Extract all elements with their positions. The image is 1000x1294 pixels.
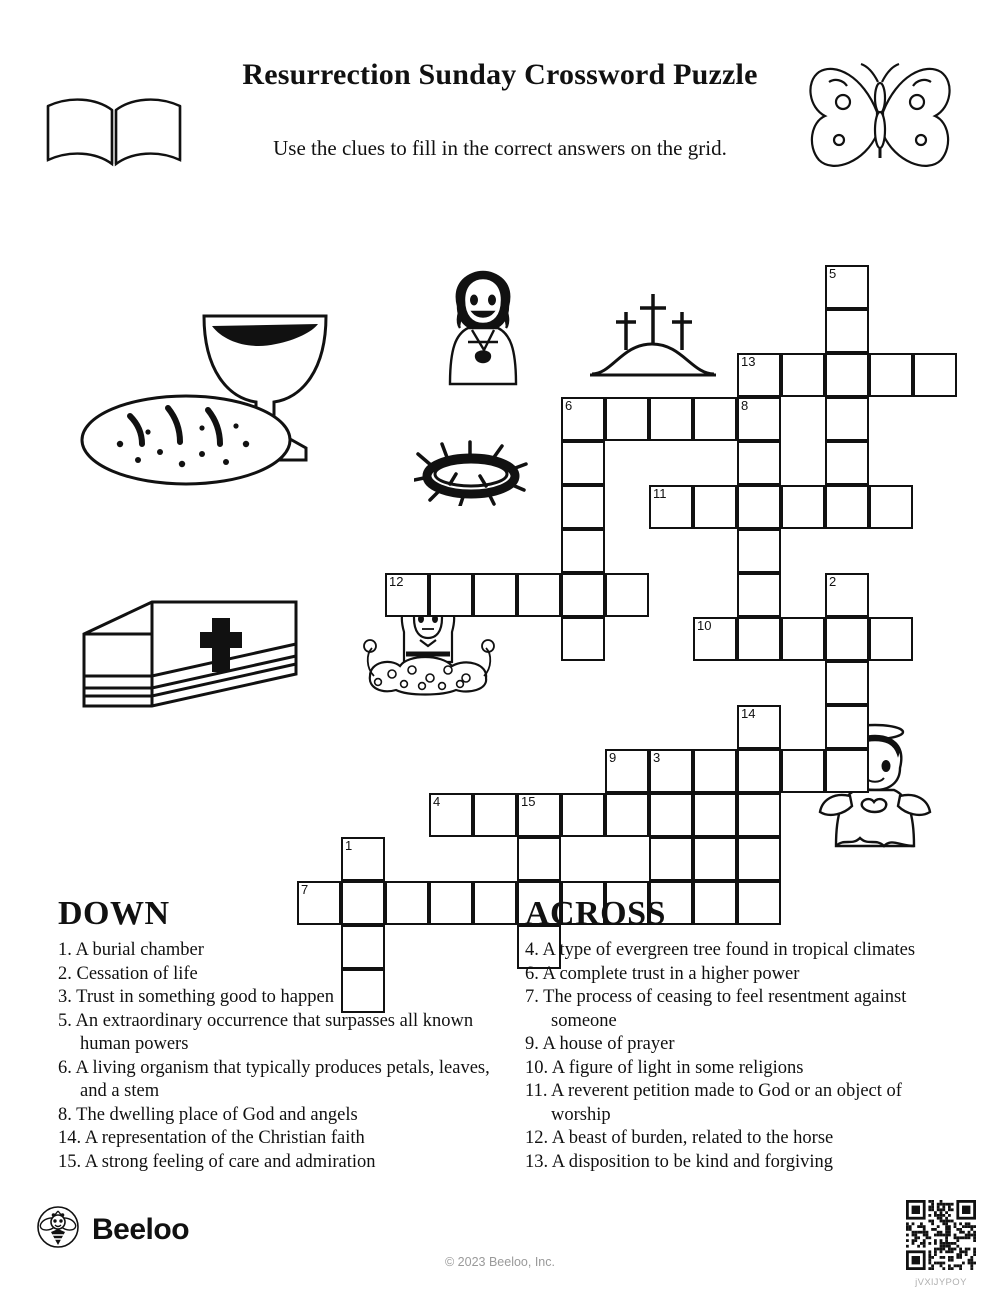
jesus-icon xyxy=(438,270,528,393)
grid-cell-13[interactable] xyxy=(737,353,781,397)
grid-cell[interactable] xyxy=(693,749,737,793)
grid-cell[interactable] xyxy=(781,353,825,397)
bible-book-icon xyxy=(74,596,304,721)
grid-cell-number: 10 xyxy=(697,618,712,633)
crown-of-thorns-icon xyxy=(414,440,529,511)
clue-number: 10. xyxy=(525,1057,549,1078)
grid-cell[interactable] xyxy=(825,705,869,749)
grid-cell-4[interactable] xyxy=(429,793,473,837)
brand-logo[interactable] xyxy=(36,1205,189,1254)
grid-cell[interactable] xyxy=(825,617,869,661)
clue-item-across-13 xyxy=(525,1151,945,1175)
grid-cell[interactable] xyxy=(561,529,605,573)
grid-cell[interactable] xyxy=(649,837,693,881)
clue-number: 4. xyxy=(525,940,539,960)
clue-text: A beast of burden, related to the horse xyxy=(548,1128,834,1148)
qr-caption: jVXlJYPOY xyxy=(915,1277,967,1288)
qr-code-icon[interactable] xyxy=(906,1200,976,1270)
clue-number: 9. xyxy=(525,1034,539,1054)
copyright-text: © 2023 Beeloo, Inc. xyxy=(445,1255,555,1269)
grid-cell[interactable] xyxy=(737,793,781,837)
grid-cell[interactable] xyxy=(737,573,781,617)
across-heading: ACROSS xyxy=(525,895,666,932)
clue-item-down-8 xyxy=(58,1104,498,1128)
clue-text: A figure of light in some religions xyxy=(548,1057,804,1078)
across-clue-list xyxy=(525,939,945,1174)
grid-cell[interactable] xyxy=(737,441,781,485)
grid-cell[interactable] xyxy=(649,793,693,837)
clue-number: 6. xyxy=(58,1057,72,1078)
grid-cell[interactable] xyxy=(649,397,693,441)
clue-text: A burial chamber xyxy=(71,940,204,960)
grid-cell[interactable] xyxy=(825,441,869,485)
grid-cell[interactable] xyxy=(473,793,517,837)
grid-cell[interactable] xyxy=(825,485,869,529)
clue-item-across-9 xyxy=(525,1033,945,1057)
grid-cell[interactable] xyxy=(561,793,605,837)
clue-text: Trust in something good to happen xyxy=(71,987,334,1007)
brand-name: Beeloo xyxy=(92,1212,190,1246)
grid-cell-number: 8 xyxy=(741,398,749,413)
grid-cell[interactable] xyxy=(869,485,913,529)
clue-number: 13. xyxy=(525,1151,549,1172)
clue-text: The process of ceasing to feel resentment against someone xyxy=(538,987,907,1031)
clue-item-down-3 xyxy=(58,986,498,1010)
grid-cell-number: 7 xyxy=(301,882,309,897)
clue-number: 12. xyxy=(525,1128,549,1148)
grid-cell[interactable] xyxy=(737,837,781,881)
grid-cell[interactable] xyxy=(869,353,913,397)
clue-number: 6. xyxy=(525,963,539,984)
three-crosses-hill-icon xyxy=(588,286,718,387)
clue-item-across-7 xyxy=(525,986,945,1033)
grid-cell[interactable] xyxy=(781,617,825,661)
clue-text: A complete trust in a higher power xyxy=(538,963,800,984)
grid-cell[interactable] xyxy=(429,573,473,617)
clue-text: Cessation of life xyxy=(71,963,198,984)
grid-cell-1[interactable] xyxy=(341,837,385,881)
grid-cell[interactable] xyxy=(605,397,649,441)
clue-item-down-1 xyxy=(58,939,498,963)
grid-cell-3[interactable] xyxy=(649,749,693,793)
clue-number: 7. xyxy=(525,987,539,1007)
clue-text: An extraordinary occurrence that surpasses all known human powers xyxy=(71,1010,474,1054)
clue-text: A representation of the Christian faith xyxy=(81,1128,365,1148)
grid-cell-9[interactable] xyxy=(605,749,649,793)
clue-item-across-12 xyxy=(525,1127,945,1151)
clue-item-across-4 xyxy=(525,939,945,963)
grid-cell[interactable] xyxy=(825,353,869,397)
clue-item-down-15 xyxy=(58,1151,498,1175)
grid-cell[interactable] xyxy=(561,573,605,617)
grid-cell[interactable] xyxy=(781,485,825,529)
grid-cell[interactable] xyxy=(825,749,869,793)
down-clue-list xyxy=(58,939,498,1174)
grid-cell-12[interactable] xyxy=(385,573,429,617)
clue-text: The dwelling place of God and angels xyxy=(71,1104,358,1125)
down-heading: DOWN xyxy=(58,895,170,932)
grid-cell[interactable] xyxy=(517,573,561,617)
clue-text: A reverent petition made to God or an object of worship xyxy=(547,1081,902,1125)
clue-item-down-6 xyxy=(58,1057,498,1104)
page-subtitle: Use the clues to fill in the correct answers on the grid. xyxy=(273,136,727,160)
grid-cell[interactable] xyxy=(693,793,737,837)
clue-number: 11. xyxy=(525,1081,548,1101)
grid-cell[interactable] xyxy=(605,573,649,617)
grid-cell-15[interactable] xyxy=(517,793,561,837)
grid-cell-number: 3 xyxy=(653,750,661,765)
grid-cell-number: 5 xyxy=(829,266,837,281)
grid-cell[interactable] xyxy=(737,617,781,661)
clue-item-down-5 xyxy=(58,1010,498,1057)
clue-text: A living organism that typically produces petals, leaves, and a stem xyxy=(71,1057,490,1101)
grid-cell-number: 14 xyxy=(741,706,756,721)
grid-cell[interactable] xyxy=(561,617,605,661)
clue-text: A house of prayer xyxy=(538,1034,675,1054)
grid-cell[interactable] xyxy=(825,661,869,705)
qr-code-block[interactable] xyxy=(905,1200,977,1288)
across-clues-column xyxy=(525,895,945,1174)
down-clues-column xyxy=(58,895,498,1174)
grid-cell-5[interactable] xyxy=(825,265,869,309)
grid-cell[interactable] xyxy=(737,749,781,793)
grid-cell-10[interactable] xyxy=(693,617,737,661)
grid-cell[interactable] xyxy=(517,837,561,881)
grid-cell[interactable] xyxy=(473,573,517,617)
page-title: Resurrection Sunday Crossword Puzzle xyxy=(242,58,758,91)
grid-cell[interactable] xyxy=(693,397,737,441)
clue-number: 14. xyxy=(58,1128,82,1148)
grid-cell[interactable] xyxy=(781,749,825,793)
grid-cell[interactable] xyxy=(561,485,605,529)
grid-cell-number: 9 xyxy=(609,750,617,765)
clue-text: A disposition to be kind and forgiving xyxy=(548,1151,833,1172)
clue-number: 15. xyxy=(58,1151,82,1172)
grid-cell-8[interactable] xyxy=(737,397,781,441)
grid-cell-number: 6 xyxy=(565,398,573,413)
clue-number: 2. xyxy=(58,963,72,984)
grid-cell-number: 11 xyxy=(653,486,667,501)
grid-cell[interactable] xyxy=(605,793,649,837)
grid-cell[interactable] xyxy=(693,837,737,881)
bee-logo-icon xyxy=(36,1205,80,1254)
grid-cell-number: 12 xyxy=(389,574,404,589)
grid-cell[interactable] xyxy=(561,441,605,485)
grid-cell[interactable] xyxy=(737,529,781,573)
clue-number: 3. xyxy=(58,987,72,1007)
grid-cell-number: 13 xyxy=(741,354,756,369)
grid-cell-11[interactable] xyxy=(649,485,693,529)
grid-cell-6[interactable] xyxy=(561,397,605,441)
bread-loaf-icon xyxy=(76,382,296,497)
grid-cell[interactable] xyxy=(825,309,869,353)
grid-cell-number: 15 xyxy=(521,794,536,809)
grid-cell-2[interactable] xyxy=(825,573,869,617)
grid-cell[interactable] xyxy=(869,617,913,661)
grid-cell-number: 1 xyxy=(345,838,353,853)
grid-cell[interactable] xyxy=(825,397,869,441)
clue-number: 5. xyxy=(58,1010,72,1031)
grid-cell-14[interactable] xyxy=(737,705,781,749)
grid-cell-number: 4 xyxy=(433,794,441,809)
clue-number: 1. xyxy=(58,940,72,960)
clue-item-down-2 xyxy=(58,963,498,987)
clue-item-down-14 xyxy=(58,1127,498,1151)
clue-item-across-6 xyxy=(525,963,945,987)
clue-item-across-11 xyxy=(525,1080,945,1127)
clue-number: 8. xyxy=(58,1104,72,1125)
clue-item-across-10 xyxy=(525,1057,945,1081)
grid-cell[interactable] xyxy=(913,353,957,397)
grid-cell-number: 2 xyxy=(829,574,837,589)
grid-cell[interactable] xyxy=(693,485,737,529)
clue-text: A type of evergreen tree found in tropical climates xyxy=(538,940,916,960)
grid-cell[interactable] xyxy=(737,485,781,529)
clue-text: A strong feeling of care and admiration xyxy=(81,1151,376,1172)
